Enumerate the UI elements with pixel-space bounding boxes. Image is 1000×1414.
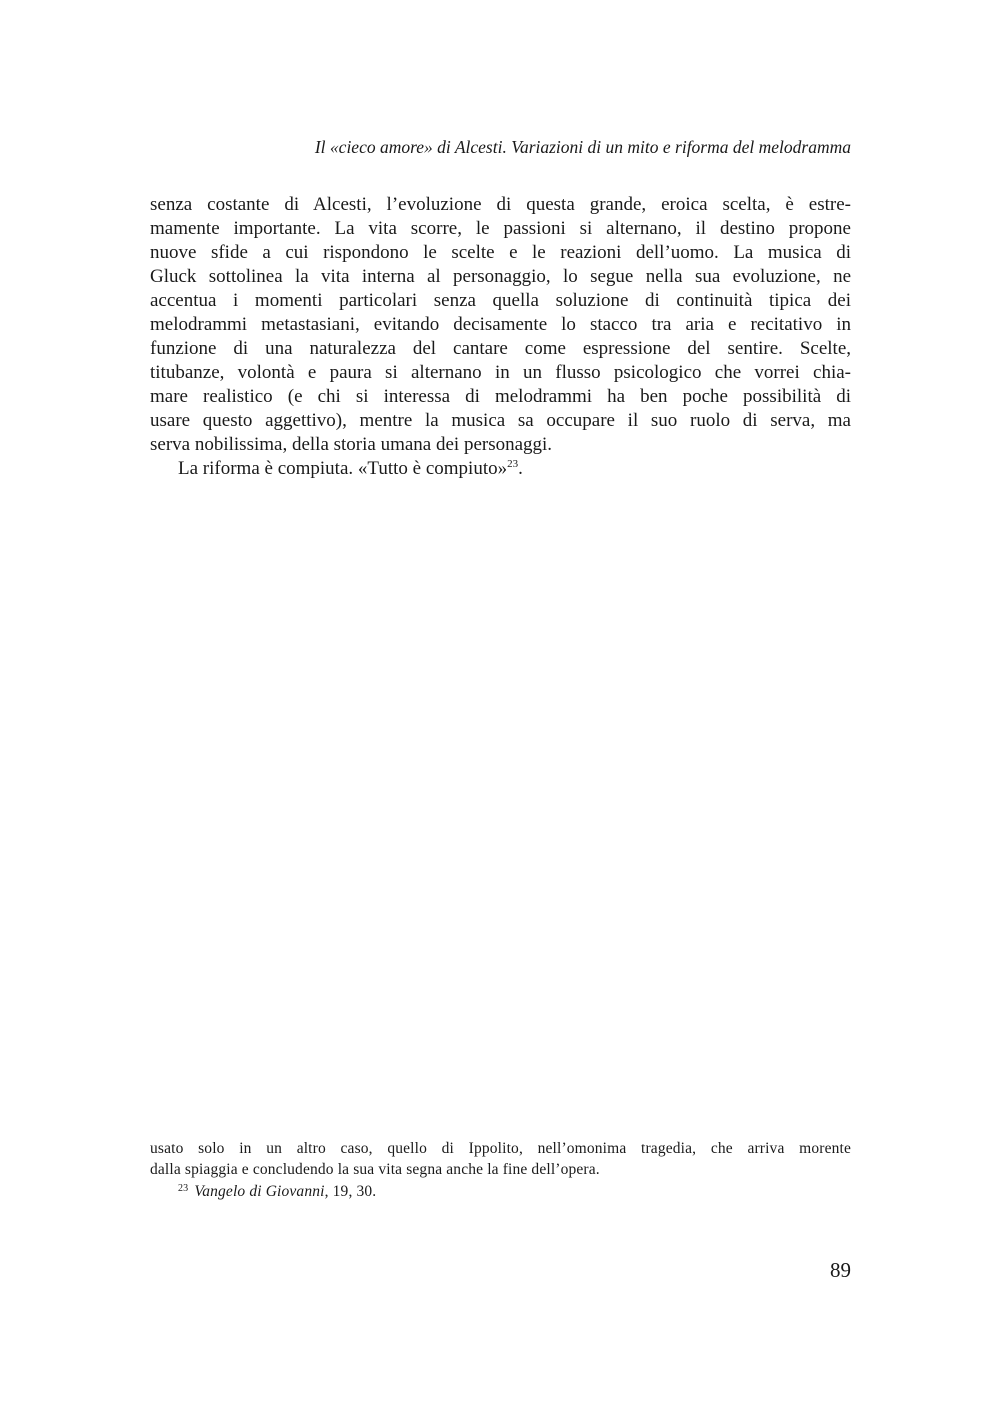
conclusion-text: La riforma è compiuta. «Tutto è compiuto»	[178, 458, 508, 479]
body-line: senza costante di Alcesti, l’evoluzione di questa grande, eroica scelta, è estre-	[150, 194, 851, 215]
body-line: Gluck sottolinea la vita interna al personaggio, lo segue nella sua evoluzione, ne	[150, 266, 851, 287]
paragraph-conclusion	[150, 457, 851, 481]
body-line: accentua i momenti particolari senza quella soluzione di continuità tipica dei	[150, 290, 851, 311]
footnote-continuation-line: usato solo in un altro caso, quello di Ippolito, nell’omonima tragedia, che arriva morente	[150, 1140, 851, 1157]
footnote-reference[interactable]: 23	[507, 458, 519, 470]
body-line: serva nobilissima, della storia umana dei personaggi.	[150, 434, 553, 455]
footnote-continuation-line: dalla spiaggia e concludendo la sua vita segna anche la fine dell’opera.	[150, 1161, 600, 1178]
body-line: melodrammi metastasiani, evitando decisamente lo stacco tra aria e recitativo in	[150, 314, 851, 335]
body-line: usare questo aggettivo), mentre la musica sa occupare il suo ruolo di serva, ma	[150, 410, 851, 431]
footnote-number: 23	[178, 1183, 189, 1194]
body-line: mare realistico (e chi si interessa di melodrammi ha ben poche possibilità di	[150, 386, 851, 407]
body-line: mamente importante. La vita scorre, le passioni si alternano, il destino propone	[150, 218, 851, 239]
footnote-reference-text: , 19, 30.	[324, 1183, 377, 1200]
footnote-title: Vangelo di Giovanni	[194, 1183, 325, 1200]
body-line: funzione di una naturalezza del cantare come espressione del sentire. Scelte,	[150, 338, 851, 359]
body-line: nuove sfide a cui rispondono le scelte e le reazioni dell’uomo. La musica di	[150, 242, 851, 263]
running-header: Il «cieco amore» di Alcesti. Variazioni di un mito e riforma del melodramma	[314, 137, 851, 157]
footnote-23	[150, 1181, 851, 1202]
footnotes	[150, 1138, 851, 1202]
body-line: titubanze, volontà e paura si alternano in un flusso psicologico che vorrei chia-	[150, 362, 851, 383]
main-text	[150, 193, 851, 481]
page-number: 89	[830, 1258, 851, 1282]
conclusion-period: .	[518, 458, 523, 479]
